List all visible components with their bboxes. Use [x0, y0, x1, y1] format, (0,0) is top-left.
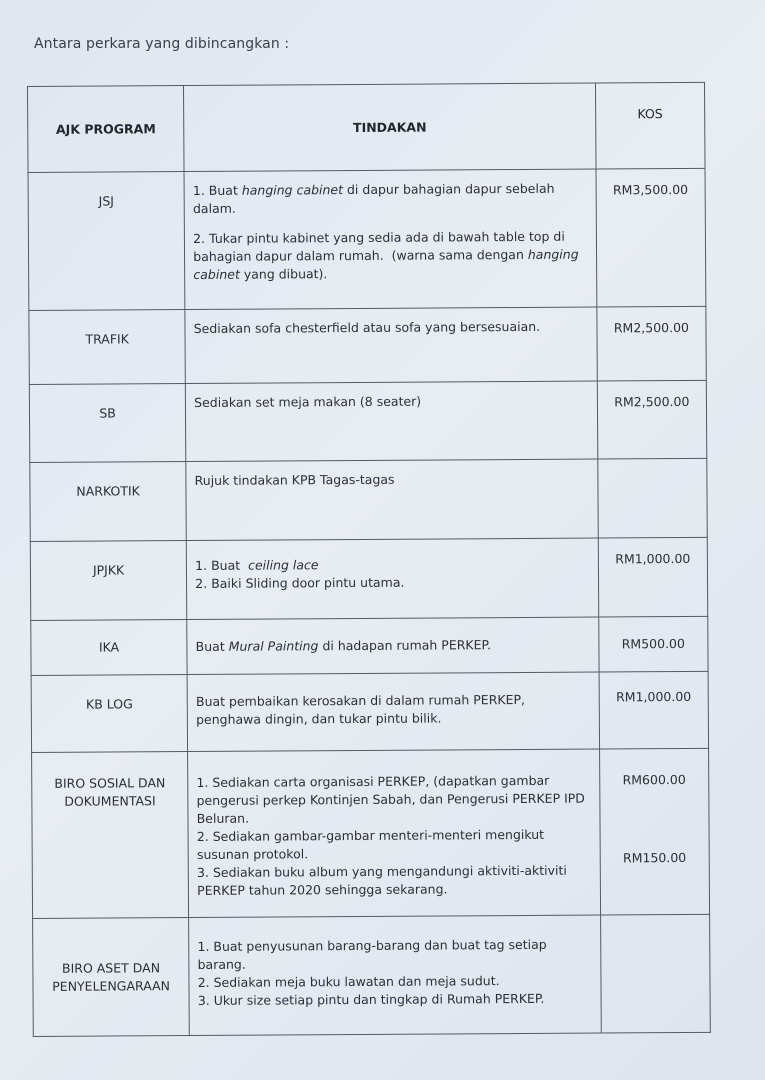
tindakan-cell [186, 538, 598, 620]
tindakan-line: 3. Sediakan buku album yang mengandungi aktiviti-aktiviti PERKEP tahun 2020 sehingga sekarang. [196, 862, 567, 898]
table-row [33, 914, 711, 1036]
tindakan-line: 2. Tukar pintu kabinet yang sedia ada di bawah table top di bahagian dapur dalam rumah. (warna sama dengan hanging cabinet yang dibuat). [193, 228, 579, 282]
header-ajk-program: AJK PROGRAM [28, 86, 185, 173]
tindakan-cell: Rujuk tindakan KPB Tagas-tagas [186, 459, 598, 541]
kos-value: RM600.00 [622, 771, 686, 788]
kos-cell: RM3,500.00 [596, 168, 706, 307]
kos-value: RM150.00 [622, 849, 687, 866]
ajk-cell: NARKOTIK [30, 462, 187, 542]
kos-cell [599, 748, 709, 915]
kos-cell: RM1,000.00 [598, 537, 708, 617]
table-row [30, 537, 707, 620]
table-row [28, 168, 706, 310]
tindakan-cell [189, 915, 601, 1036]
kos-cell: RM500.00 [599, 616, 709, 672]
header-kos: KOS [595, 82, 705, 169]
ajk-cell: JPJKK [30, 541, 187, 621]
tindakan-line: 1. Sediakan carta organisasi PERKEP, (dapatkan gambar pengerusi perkep Kontinjen Sabah, dan Pengerusi PERKEP IPD Beluran. [196, 772, 585, 826]
table-row [30, 458, 707, 541]
tindakan-line: 1. Buat penyusunan barang-barang dan buat tag setiap barang. [197, 936, 547, 972]
tindakan-cell: Buat pembaikan kerosakan di dalam rumah PERKEP, penghawa dingin, dan tukar pintu bilik. [187, 672, 599, 752]
tindakan-cell [188, 749, 601, 918]
header-tindakan: TINDAKAN [184, 83, 596, 172]
tindakan-cell [187, 617, 599, 675]
table-row [29, 380, 706, 462]
tindakan-cell [184, 169, 596, 310]
tindakan-line: 2. Sediakan gambar-gambar menteri-menteri mengikut susunan protokol. [196, 826, 545, 862]
kos-cell [600, 914, 710, 1033]
ajk-cell: BIRO SOSIAL DAN DOKUMENTASI [32, 752, 189, 919]
tindakan-line: 2. Baiki Sliding door pintu utama. [195, 574, 405, 591]
table-row [31, 671, 708, 752]
kos-cell: RM1,000.00 [599, 671, 709, 749]
table-row [31, 616, 708, 675]
table-row [32, 748, 710, 918]
kos-cell: RM2,500.00 [597, 306, 707, 381]
kos-cell: RM2,500.00 [597, 380, 707, 459]
tindakan-line: 3. Ukur size setiap pintu dan tingkap di Rumah PERKEP. [197, 990, 545, 1008]
tindakan-cell: Sediakan set meja makan (8 seater) [186, 381, 598, 462]
table-header-row [28, 82, 706, 172]
tindakan-line: 2. Sediakan meja buku lawatan dan meja sudut. [197, 973, 500, 990]
ajk-cell: JSJ [28, 172, 185, 311]
ajk-cell: BIRO ASET DAN PENYELENGARAAN [33, 918, 190, 1037]
kos-cell [598, 458, 708, 538]
ajk-cell: TRAFIK [29, 310, 186, 385]
ajk-cell: KB LOG [31, 675, 188, 753]
ajk-cell: SB [29, 384, 186, 463]
ajk-cell: IKA [31, 620, 188, 676]
tindakan-line: Buat Mural Painting di hadapan rumah PERKEP. [195, 637, 492, 654]
tindakan-line: 1. Buat hanging cabinet di dapur bahagian dapur sebelah dalam. [192, 180, 555, 216]
tindakan-cell: Sediakan sofa chesterfield atau sofa yang bersesuaian. [185, 307, 597, 384]
program-table [27, 82, 711, 1037]
intro-text: Antara perkara yang dibincangkan : [34, 36, 290, 52]
tindakan-line: 1. Buat ceiling lace [195, 557, 319, 573]
table-row [29, 306, 706, 384]
